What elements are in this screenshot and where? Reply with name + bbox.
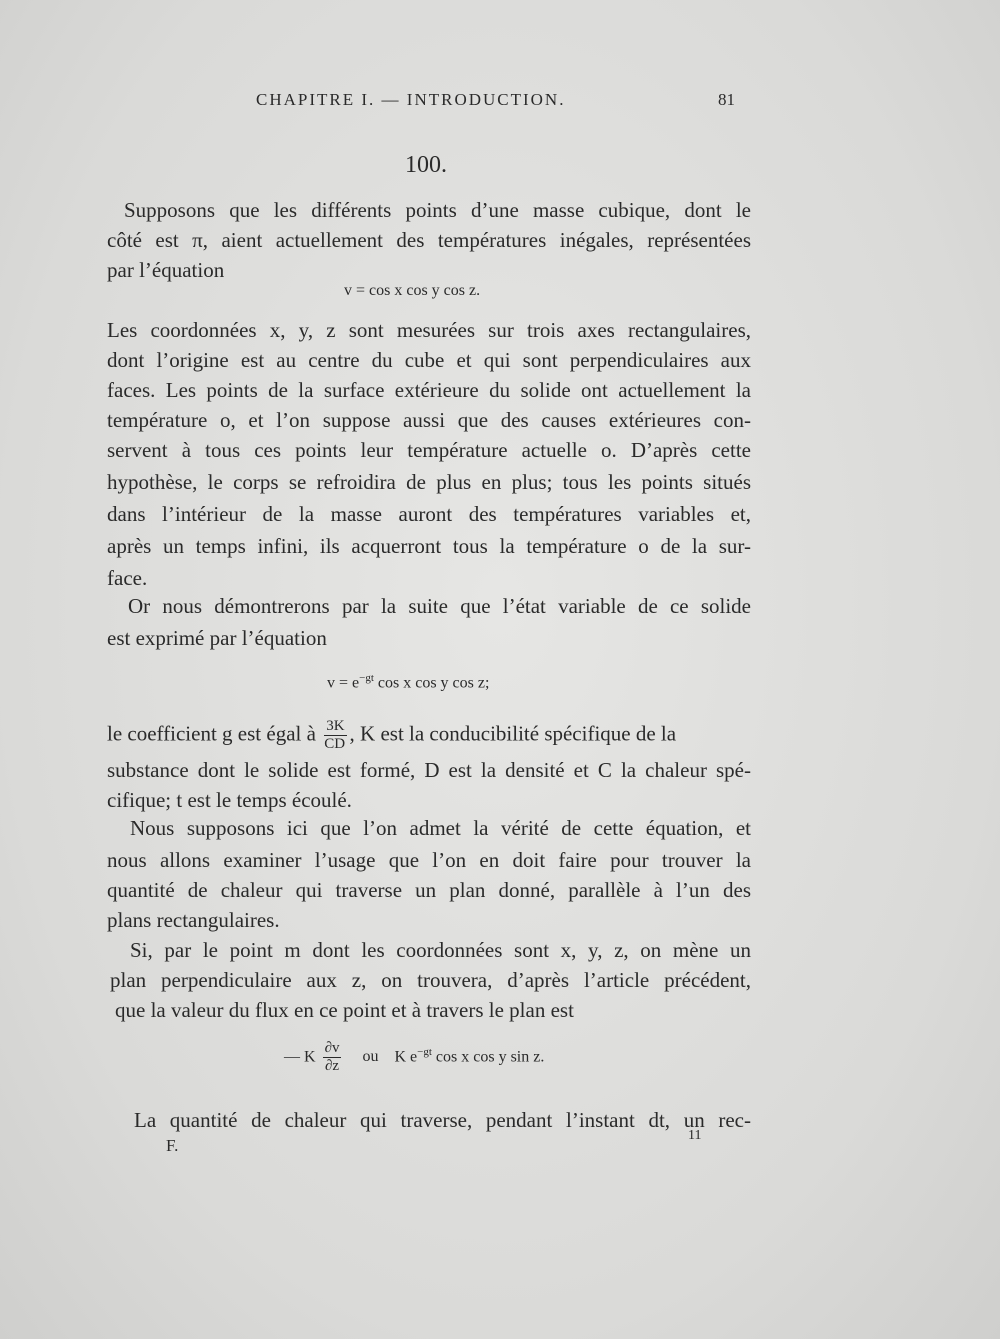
text-line: hypothèse, le corps se refroidira de plus en plus; tous les points situés [107,470,751,494]
text-line: est exprimé par l’équation [107,626,327,650]
text-line: servent à tous ces points leur température actuelle o. D’après cette [107,438,751,462]
text-line: Nous supposons ici que l’on admet la vérité de cette équation, et [130,816,751,840]
text-line: substance dont le solide est formé, D est la densité et C la chaleur spé- [107,758,751,782]
signature-mark-right: 11 [688,1128,702,1143]
text-line: dont l’origine est au centre du cube et qui sont perpendiculaires aux [107,348,751,372]
text-line: Supposons que les différents points d’une masse cubique, dont le [124,198,751,222]
text-line: par l’équation [107,258,225,282]
fraction-numerator: 3K [326,718,345,734]
text-line: dans l’intérieur de la masse auront des températures variables et, [107,502,751,526]
equation-2-exponent: −gt [359,672,374,684]
equation-3-prefix: — K [284,1048,316,1066]
text-line: côté est π, aient actuellement des températures inégales, représentées [107,228,751,252]
section-number: 100. [405,152,447,178]
equation-3-exponent: −gt [417,1046,432,1058]
text-line: plans rectangulaires. [107,908,280,932]
equation-2-rhs: cos x cos y cos z; [373,674,490,692]
text-line: plan perpendiculaire aux z, on trouvera, d’après l’article précédent, [110,968,751,992]
page-number: 81 [718,90,735,109]
equation-1: v = cos x cos y cos z. [344,282,481,299]
text-line: Or nous démontrerons par la suite que l’état variable de ce solide [128,594,751,618]
equation-2 [327,664,489,697]
fraction-denominator: ∂z [324,1058,340,1075]
signature-mark-left: F. [166,1136,179,1155]
text-line: faces. Les points de la surface extérieure du solide ont actuellement la [107,378,751,402]
text-line: nous allons examiner l’usage que l’on en doit faire pour trouver la [107,848,751,872]
text-segment: , K est la conducibilité spécifique de la [349,721,677,746]
text-line: que la valeur du flux en ce point et à travers le plan est [115,998,574,1022]
equation-2-lhs: v = e [327,674,360,692]
running-title: CHAPITRE I. — INTRODUCTION. [256,90,566,109]
text-line: cifique; t est le temps écoulé. [107,788,352,812]
text-line: Les coordonnées x, y, z sont mesurées sur trois axes rectangulaires, [107,318,751,342]
equation-3-ou: ou [362,1048,379,1066]
equation-3-rhs-a: K e [394,1048,418,1066]
fraction-numerator: ∂v [324,1040,340,1057]
text-line: quantité de chaleur qui traverse un plan donné, parallèle à l’un des [107,878,751,902]
equation-3 [284,1038,544,1075]
text-line: La quantité de chaleur qui traverse, pendant l’instant dt, un rec- [134,1108,751,1132]
text-line-with-fraction [107,718,676,753]
text-line: après un temps infini, ils acquerront tous la température o de la sur- [107,534,751,558]
text-segment: le coefficient g est égal à [107,721,316,746]
text-line: Si, par le point m dont les coordonnées sont x, y, z, on mène un [130,938,751,962]
fraction-denominator: CD [324,736,346,752]
fraction-3k-cd [324,718,346,753]
fraction-dv-dz [323,1040,342,1075]
equation-3-rhs-b: cos x cos y sin z. [431,1048,545,1066]
text-line: température o, et l’on suppose aussi que des causes extérieures con- [107,408,751,432]
text-line: face. [107,566,148,590]
